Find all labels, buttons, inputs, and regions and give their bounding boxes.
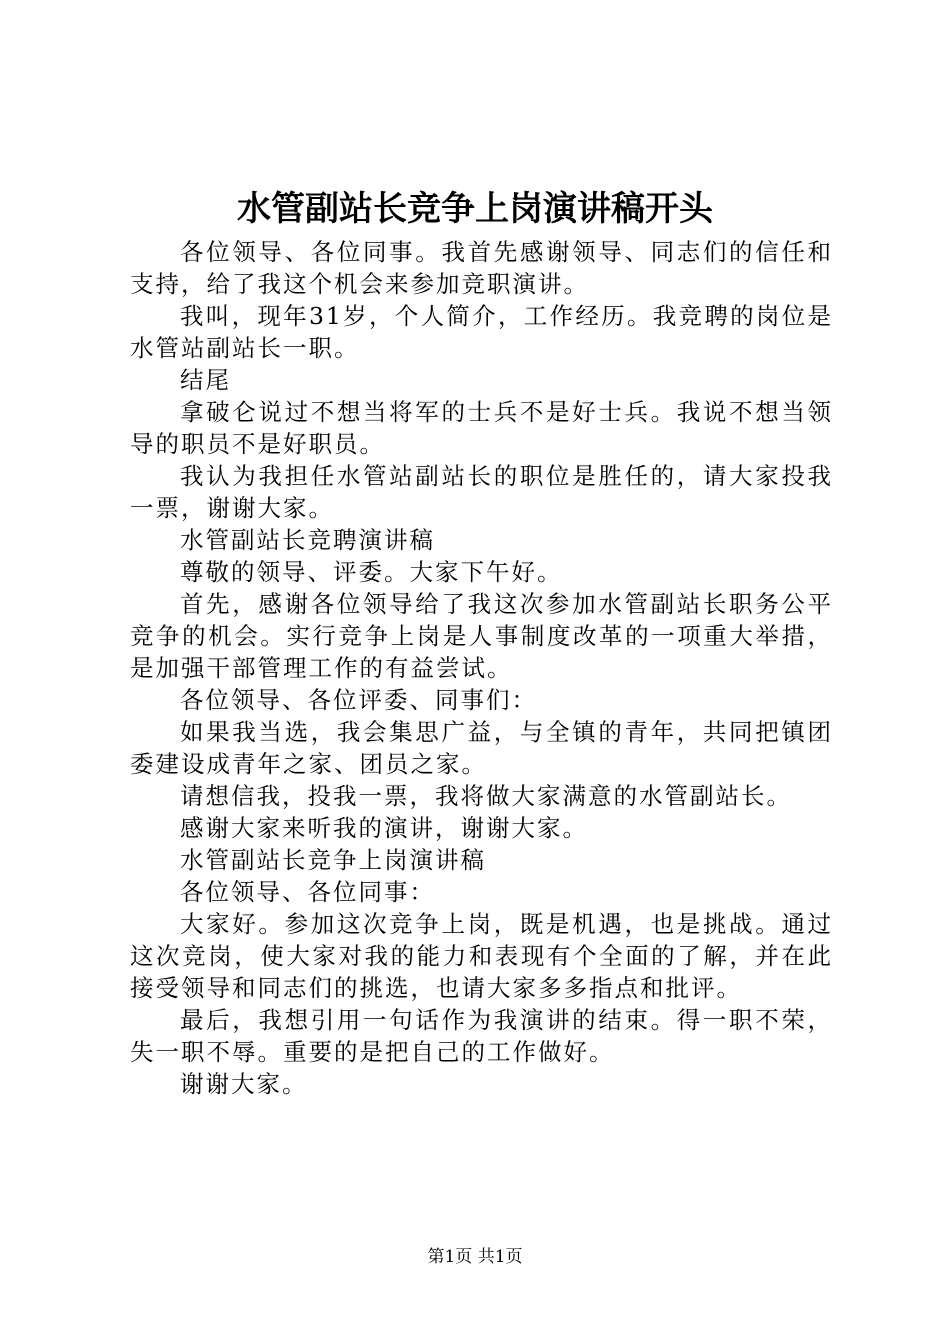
paragraph: 各位领导、各位同事： bbox=[180, 878, 435, 906]
page-number-footer: 第1页 共1页 bbox=[427, 1247, 523, 1267]
paragraph: 如果我当选，我会集思广益，与全镇的青年，共同把镇团委建设成青年之家、团员之家。 bbox=[130, 718, 833, 778]
paragraph: 水管副站长竞聘演讲稿 bbox=[180, 526, 435, 554]
paragraph: 感谢大家来听我的演讲，谢谢大家。 bbox=[180, 814, 588, 842]
paragraph: 我叫，现年31岁，个人简介，工作经历。我竞聘的岗位是水管站副站长一职。 bbox=[130, 302, 833, 362]
paragraph: 首先，感谢各位领导给了我这次参加水管副站长职务公平竞争的机会。实行竞争上岗是人事制度改革的一项重大举措，是加强干部管理工作的有益尝试。 bbox=[130, 590, 833, 682]
document-title: 水管副站长竞争上岗演讲稿开头 bbox=[237, 189, 713, 229]
paragraph: 谢谢大家。 bbox=[180, 1070, 308, 1098]
paragraph: 请想信我，投我一票，我将做大家满意的水管副站长。 bbox=[180, 782, 792, 810]
paragraph: 我认为我担任水管站副站长的职位是胜任的，请大家投我一票，谢谢大家。 bbox=[130, 462, 833, 522]
paragraph: 结尾 bbox=[180, 366, 231, 394]
paragraph: 各位领导、各位同事。我首先感谢领导、同志们的信任和支持，给了我这个机会来参加竞职演讲。 bbox=[130, 238, 833, 298]
paragraph: 拿破仑说过不想当将军的士兵不是好士兵。我说不想当领导的职员不是好职员。 bbox=[130, 398, 833, 458]
paragraph: 水管副站长竞争上岗演讲稿 bbox=[180, 846, 486, 874]
paragraph: 各位领导、各位评委、同事们： bbox=[180, 686, 537, 714]
paragraph: 大家好。参加这次竞争上岗，既是机遇，也是挑战。通过这次竞岗，使大家对我的能力和表现有个全面的了解，并在此接受领导和同志们的挑选，也请大家多多指点和批评。 bbox=[130, 910, 833, 1002]
paragraph: 最后，我想引用一句话作为我演讲的结束。得一职不荣，失一职不辱。重要的是把自己的工作做好。 bbox=[130, 1006, 833, 1066]
paragraph: 尊敬的领导、评委。大家下午好。 bbox=[180, 558, 563, 586]
document-body bbox=[130, 236, 833, 1100]
